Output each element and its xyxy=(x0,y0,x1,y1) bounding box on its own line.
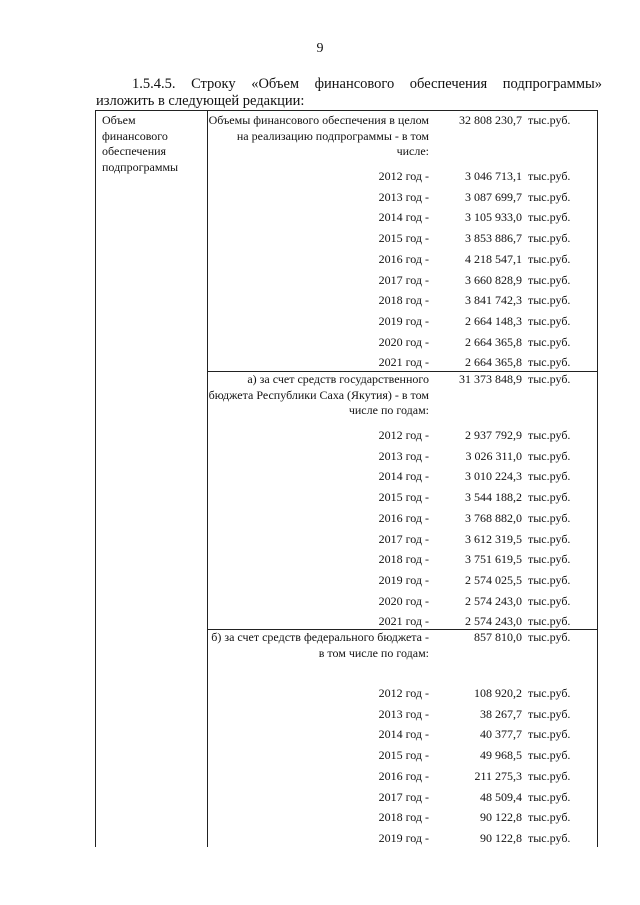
year-suffix: год - xyxy=(402,830,429,845)
year-number: 2021 xyxy=(378,614,403,629)
year-value: 3 660 828,9 xyxy=(465,272,522,287)
year-label xyxy=(246,686,429,702)
year-number: 2016 xyxy=(378,251,403,266)
year-value: 3 751 619,5 xyxy=(465,552,522,567)
year-label xyxy=(246,428,429,444)
unit-label: тыс.руб. xyxy=(528,706,571,721)
year-suffix: год - xyxy=(402,428,429,442)
year-value: 3 046 713,1 xyxy=(465,169,522,183)
year-suffix: год - xyxy=(402,448,429,463)
year-suffix: год - xyxy=(402,355,429,370)
year-number: 2012 xyxy=(378,428,403,442)
year-number: 2016 xyxy=(378,510,403,525)
year-number: 2013 xyxy=(378,189,403,204)
year-label xyxy=(246,511,429,527)
year-suffix: год - xyxy=(402,686,429,700)
unit-label: тыс.руб. xyxy=(528,231,571,246)
unit-label: тыс.руб. xyxy=(528,531,571,546)
section-total-value: 32 808 230,7 xyxy=(459,113,522,127)
year-label xyxy=(246,532,429,548)
year-suffix: год - xyxy=(402,552,429,567)
unit-label: тыс.руб. xyxy=(528,372,571,386)
unit-label: тыс.руб. xyxy=(528,593,571,608)
unit-label: тыс.руб. xyxy=(528,789,571,804)
section-description: а) за счет средств государственного бюджета Республики Саха (Якутия) - в том числе по годам: xyxy=(208,372,429,417)
year-value: 90 122,8 xyxy=(480,810,522,825)
intro-line-1 xyxy=(96,76,602,93)
unit-label: тыс.руб. xyxy=(528,727,571,742)
year-value: 2 574 025,5 xyxy=(465,572,522,587)
year-label xyxy=(246,314,429,330)
year-suffix: год - xyxy=(402,572,429,587)
year-suffix: год - xyxy=(402,169,429,183)
year-value: 38 267,7 xyxy=(480,706,522,721)
year-number: 2017 xyxy=(378,789,403,804)
year-label xyxy=(246,573,429,589)
year-value: 3 612 319,5 xyxy=(465,531,522,546)
unit-label: тыс.руб. xyxy=(528,552,571,567)
year-value: 108 920,2 xyxy=(474,686,522,700)
section-description: б) за счет средств федерального бюджета - в том числе по годам: xyxy=(211,630,429,660)
year-label xyxy=(246,707,429,723)
year-number: 2016 xyxy=(378,768,403,783)
financing-table xyxy=(95,110,598,847)
year-number: 2017 xyxy=(378,531,403,546)
year-suffix: год - xyxy=(402,593,429,608)
year-suffix: год - xyxy=(402,334,429,349)
unit-label: тыс.руб. xyxy=(528,469,571,484)
year-suffix: год - xyxy=(402,614,429,629)
unit-label: тыс.руб. xyxy=(528,169,571,183)
year-suffix: год - xyxy=(402,313,429,328)
year-number: 2015 xyxy=(378,748,403,763)
unit-label: тыс.руб. xyxy=(528,293,571,308)
year-suffix: год - xyxy=(402,789,429,804)
unit-label: тыс.руб. xyxy=(528,189,571,204)
year-value: 3 853 886,7 xyxy=(465,231,522,246)
year-label xyxy=(246,190,429,206)
year-suffix: год - xyxy=(402,727,429,742)
year-label xyxy=(246,169,429,185)
year-label xyxy=(246,469,429,485)
year-suffix: год - xyxy=(402,210,429,225)
year-number: 2020 xyxy=(378,334,403,349)
unit-label: тыс.руб. xyxy=(528,810,571,825)
year-label xyxy=(246,210,429,226)
year-label xyxy=(246,335,429,351)
year-value: 3 087 699,7 xyxy=(465,189,522,204)
year-number: 2014 xyxy=(378,210,403,225)
section-description: Объемы финансового обеспечения в целом на реализацию подпрограммы - в том числе: xyxy=(208,113,429,158)
year-value: 2 664 365,8 xyxy=(465,334,522,349)
year-label xyxy=(246,293,429,309)
unit-label: тыс.руб. xyxy=(528,510,571,525)
year-label xyxy=(246,614,429,630)
year-suffix: год - xyxy=(402,490,429,505)
year-number: 2021 xyxy=(378,355,403,370)
column-divider xyxy=(207,111,208,847)
year-number: 2014 xyxy=(378,469,403,484)
year-value: 3 544 188,2 xyxy=(465,490,522,505)
year-number: 2020 xyxy=(378,593,403,608)
year-label xyxy=(246,727,429,743)
year-value: 3 010 224,3 xyxy=(465,469,522,484)
section-total-value: 857 810,0 xyxy=(474,630,522,644)
year-value: 4 218 547,1 xyxy=(465,251,522,266)
year-value: 40 377,7 xyxy=(480,727,522,742)
year-label xyxy=(246,748,429,764)
year-label xyxy=(246,769,429,785)
year-number: 2019 xyxy=(378,830,403,845)
unit-label: тыс.руб. xyxy=(528,630,571,644)
clause-number: 1.5.4.5. xyxy=(132,76,176,92)
page-number: 9 xyxy=(316,41,324,56)
year-number: 2013 xyxy=(378,706,403,721)
unit-label: тыс.руб. xyxy=(528,490,571,505)
year-label xyxy=(246,831,429,847)
year-suffix: год - xyxy=(402,748,429,763)
unit-label: тыс.руб. xyxy=(528,334,571,349)
year-number: 2019 xyxy=(378,313,403,328)
year-value: 3 105 933,0 xyxy=(465,210,522,225)
year-label xyxy=(246,552,429,568)
unit-label: тыс.руб. xyxy=(528,830,571,845)
unit-label: тыс.руб. xyxy=(528,210,571,225)
unit-label: тыс.руб. xyxy=(528,428,571,442)
year-suffix: год - xyxy=(402,231,429,246)
year-suffix: год - xyxy=(402,251,429,266)
year-value: 3 841 742,3 xyxy=(465,293,522,308)
unit-label: тыс.руб. xyxy=(528,113,571,127)
year-suffix: год - xyxy=(402,189,429,204)
year-value: 2 574 243,0 xyxy=(465,614,522,629)
year-label xyxy=(246,790,429,806)
year-number: 2013 xyxy=(378,448,403,463)
year-label xyxy=(246,810,429,826)
year-number: 2012 xyxy=(378,686,403,700)
year-number: 2018 xyxy=(378,552,403,567)
year-label xyxy=(246,449,429,465)
year-number: 2012 xyxy=(378,169,403,183)
year-suffix: год - xyxy=(402,510,429,525)
year-label xyxy=(246,355,429,371)
year-label xyxy=(246,231,429,247)
year-number: 2018 xyxy=(378,810,403,825)
year-value: 2 574 243,0 xyxy=(465,593,522,608)
year-value: 2 664 365,8 xyxy=(465,355,522,370)
year-suffix: год - xyxy=(402,706,429,721)
unit-label: тыс.руб. xyxy=(528,748,571,763)
year-number: 2015 xyxy=(378,231,403,246)
unit-label: тыс.руб. xyxy=(528,313,571,328)
year-value: 3 026 311,0 xyxy=(465,448,522,463)
year-suffix: год - xyxy=(402,469,429,484)
year-number: 2019 xyxy=(378,572,403,587)
unit-label: тыс.руб. xyxy=(528,686,571,700)
intro-line-2: изложить в следующей редакции: xyxy=(96,93,305,109)
year-number: 2018 xyxy=(378,293,403,308)
unit-label: тыс.руб. xyxy=(528,251,571,266)
year-value: 49 968,5 xyxy=(480,748,522,763)
year-suffix: год - xyxy=(402,810,429,825)
year-number: 2015 xyxy=(378,490,403,505)
year-value: 3 768 882,0 xyxy=(465,510,522,525)
year-label xyxy=(246,594,429,610)
unit-label: тыс.руб. xyxy=(528,572,571,587)
year-number: 2014 xyxy=(378,727,403,742)
unit-label: тыс.руб. xyxy=(528,448,571,463)
year-value: 2 664 148,3 xyxy=(465,313,522,328)
row-label: Объем финансового обеспечения подпрограммы xyxy=(102,113,179,174)
clause-text: Строку «Объем финансового обеспечения подпрограммы» xyxy=(191,76,602,92)
year-value: 2 937 792,9 xyxy=(465,428,522,442)
unit-label: тыс.руб. xyxy=(528,355,571,370)
year-value: 48 509,4 xyxy=(480,789,522,804)
unit-label: тыс.руб. xyxy=(528,768,571,783)
year-suffix: год - xyxy=(402,768,429,783)
year-label xyxy=(246,273,429,289)
year-value: 211 275,3 xyxy=(474,768,522,783)
unit-label: тыс.руб. xyxy=(528,614,571,629)
year-suffix: год - xyxy=(402,531,429,546)
year-label xyxy=(246,490,429,506)
year-label xyxy=(246,252,429,268)
year-suffix: год - xyxy=(402,272,429,287)
year-value: 90 122,8 xyxy=(480,830,522,845)
unit-label: тыс.руб. xyxy=(528,272,571,287)
year-suffix: год - xyxy=(402,293,429,308)
year-number: 2017 xyxy=(378,272,403,287)
section-total-value: 31 373 848,9 xyxy=(459,372,522,386)
